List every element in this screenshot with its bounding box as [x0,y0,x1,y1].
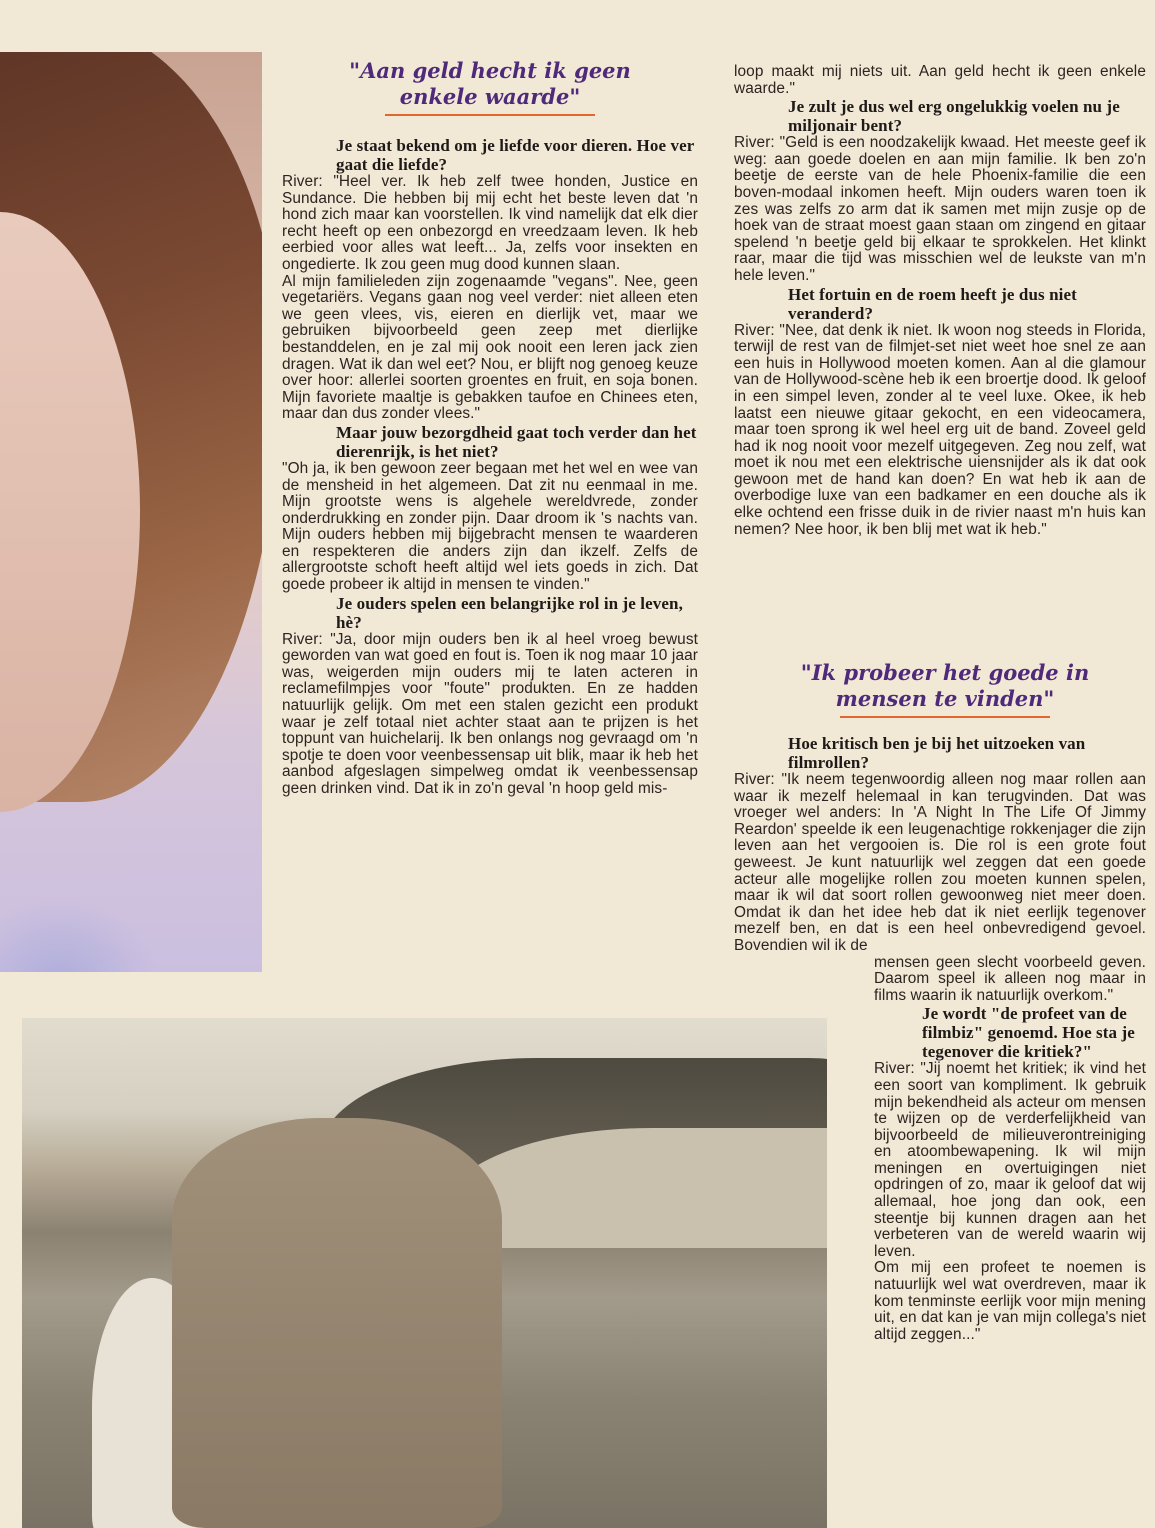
wrapped-text [874,955,1146,1344]
answer: River: "Jij noemt het kritiek; ik vind het een soort van kompliment. Ik gebruik mijn bekendheid als acteur om mensen te wijzen op de verderfelijkheid van bijvoorbeeld de milieuverontreiniging en atoombewapening. Ik wil mijn meningen en overtuigingen niet opdringen of zo, maar ik geloof dat wij allemaal, hoe jong dan ook, een steentje bij kunnen dragen aan het verbeteren van de wereld waarin wij leven. [874,1060,1146,1260]
pull-quote-rule [840,716,1050,718]
question: Het fortuin en de roem heeft je dus niet veranderd? [788,284,1077,323]
pull-quote-good [745,660,1145,718]
pull-quote-rule [385,114,595,116]
pull-quote-line: mensen te vinden" [835,686,1055,711]
answer: Om mij een profeet te noemen is natuurlijk wel wat overdreven, maar ik kom tenminste eerlijk voor mijn mening uit, en dat kan je van mijn collega's niet altijd zeggen..." [874,1259,1146,1343]
question: Je staat bekend om je liefde voor dieren. Hoe ver gaat die liefde? [336,136,695,174]
answer: mensen geen slecht voorbeeld geven. Daarom speel ik alleen nog maar in films waarin ik natuurlijk overkom." [874,953,1146,1004]
pull-quote-line: enkele waarde" [399,84,581,109]
answer: Al mijn familieleden zijn zogenaamde "vegans". Nee, geen vegetariërs. Vegans gaan nog veel verder: niet alleen eten we geen vlees, vis, eieren en dierlijk vet, maar we gebruiken bijvoorbeeld geen zeep met dierlijke bestanddelen, en je zal mij ook nooit een leren jack zien dragen. Wat ik dan wel eet? Nou, er blijft nog genoeg keuze over hoor: allerlei soorten groentes en fruit, en soja bonen. Mijn favoriete maaltje is gebakken taufoe en Chinees eten, maar dan dus zonder vlees." [282,272,698,423]
article-column-1 [282,136,698,798]
article-column-2 [734,64,1146,538]
question: Je wordt "de profeet van de filmbiz" genoemd. Hoe sta je tegenover die kritiek?" [922,1004,1135,1062]
pull-quote-line: "Ik probeer het goede in [800,660,1090,685]
surfer [172,1118,502,1528]
portrait-photo [0,52,262,972]
answer: River: "Heel ver. Ik heb zelf twee honden, Justice en Sundance. Die hebben bij mij echt het beste leven dat 'n hond zich maar kan voorstellen. Ik vind namelijk dat elk dier recht heeft op een onbezorgd en vreedzaam leven. Ik heb eerbied voor alles wat leeft... Ja, zelfs voor insekten en ongedierte. Ik zou geen mug dood kunnen slaan. [282,173,698,273]
pull-quote-line: "Aan geld hecht ik geen [349,58,631,83]
question: Maar jouw bezorgdheid gaat toch verder dan het dierenrijk, is het niet? [336,422,697,461]
question: Je zult je dus wel erg ongelukkig voelen nu je miljonair bent? [788,97,1120,136]
article-column-2b [734,734,1146,1343]
answer: "Oh ja, ik ben gewoon zeer begaan met het wel en wee van de mensheid in het algemeen. Dat zit nu eenmaal in me. Mijn grootste wens is algehele wereldvrede, zonder onderdrukking en zonder pijn. Daar droom ik 's nachts van. Mijn ouders hebben mij bijgebracht mensen te waarderen en respekteren die anders zijn dan ikzelf. Zelfs de allergrootste schoft heeft altijd wel iets goeds in zich. Dat goede probeer ik altijd in mensen te vinden." [282,459,698,594]
answer: loop maakt mij niets uit. Aan geld hecht ik geen enkele waarde." [734,63,1146,97]
answer: River: "Ik neem tegenwoordig alleen nog maar rollen aan waar ik mezelf helemaal in kan terugvinden. Dat was vroeger wel anders: In 'A Night In The Life Of Jimmy Reardon' speelde ik een leugenachtige rokkenjager die zijn leven aan het vergooien is. Die rol is een grote fout geweest. Je kunt natuurlijk wel zeggen dat een goede acteur alle mogelijke rollen zou moeten kunnen spelen, maar ik wil dat soort rollen gewoonweg niet meer doen. Omdat ik dan het idee heb dat ik niet eerlijk tegenover mezelf ben, en dat is een heel onbevredigend gevoel. Bovendien wil ik de [734,771,1146,954]
answer: River: "Nee, dat denk ik niet. Ik woon nog steeds in Florida, terwijl de rest van de filmjet-set niet weet hoe snel ze aan een huis in Hollywood moeten komen. Aan al die glamour van de Hollywood-scène heb ik een broertje dood. Ik geloof in een simpel leven, zonder al te veel luxe. Okee, ik heb laatst een nieuwe gitaar gekocht, en een videocamera, maar toen sprong ik wel heel erg uit de band. Zoveel geld had ik nog nooit voor mezelf uitgegeven. Zeg nou zelf, wat moet ik nou met een elektrische uiensnijder als ik dat ook gewoon met de hand kan doen? En wat heb ik aan de overbodige luxe van een badkamer en een douche als ik elke ochtend een frisse duik in de rivier naast m'n huis kan nemen? Nee hoor, ik ben blij met wat ik heb." [734,321,1146,538]
answer: River: "Ja, door mijn ouders ben ik al heel vroeg bewust geworden van wat goed en fout is. Toen ik nog maar 10 jaar was, weigerden mijn ouders mij te laten acteren in reclamefilmpjes voor "foute" produkten. En ze hadden natuurlijk gelijk. Om met een stalen gezicht een produkt waar je zelf totaal niet achter staat aan te prijzen is het toppunt van huichelarij. Ik ben onlangs nog gevraagd om 'n spotje te doen voor veenbessensap uit blik, maar ik heb het aanbod afgeslagen simpelweg omdat ik veenbessensap geen drinken vind. Dat ik in zo'n geval 'n hoop geld mis- [282,630,698,797]
pull-quote-money [300,58,680,116]
answer: River: "Geld is een noodzakelijk kwaad. Het meeste geef ik weg: aan goede doelen en aan mijn familie. Ik ben zo'n beetje de eerste van de hele Phoenix-familie die een boven-modaal inkomen heeft. Mijn ouders waren toen ik zes was zelfs zo arm dat ik samen met mijn zusje op de hoek van de straat moest gaan staan om zingend en gitaar spelend 'n beetje geld bij elkaar te sprokkelen. Het klinkt raar, maar die tijd was misschien wel de leukste van m'n hele leven." [734,134,1146,284]
question: Hoe kritisch ben je bij het uitzoeken van filmrollen? [788,734,1086,772]
beach-photo [22,1018,827,1528]
question: Je ouders spelen een belangrijke rol in je leven, hè? [336,593,683,632]
